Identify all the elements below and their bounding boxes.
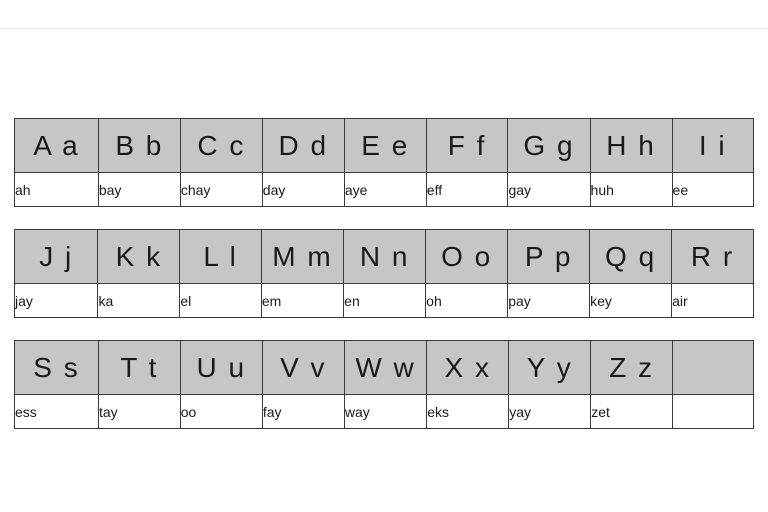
letter-cell-h: H h bbox=[590, 119, 672, 173]
sound-cell-r: air bbox=[672, 284, 754, 318]
letter-cell-w: W w bbox=[344, 341, 426, 395]
sound-row bbox=[15, 395, 754, 429]
sound-cell-z: zet bbox=[591, 395, 673, 429]
sound-cell-empty bbox=[673, 395, 754, 429]
letter-cell-q: Q q bbox=[590, 230, 672, 284]
letter-cell-y: Y y bbox=[509, 341, 591, 395]
letter-cell-z: Z z bbox=[591, 341, 673, 395]
top-divider bbox=[0, 28, 768, 29]
alphabet-chart bbox=[14, 118, 754, 429]
letter-cell-x: X x bbox=[427, 341, 509, 395]
letter-row bbox=[15, 119, 754, 173]
sound-cell-l: el bbox=[180, 284, 262, 318]
sound-cell-h: huh bbox=[590, 173, 672, 207]
letter-cell-j: J j bbox=[15, 230, 98, 284]
sound-cell-c: chay bbox=[180, 173, 262, 207]
letter-cell-k: K k bbox=[98, 230, 180, 284]
sound-cell-m: em bbox=[261, 284, 343, 318]
letter-row bbox=[15, 230, 754, 284]
letter-cell-i: I i bbox=[672, 119, 753, 173]
letter-cell-g: G g bbox=[508, 119, 590, 173]
letter-cell-m: M m bbox=[261, 230, 343, 284]
sound-cell-j: jay bbox=[15, 284, 98, 318]
alphabet-table-row-1 bbox=[14, 118, 754, 207]
letter-cell-o: O o bbox=[426, 230, 508, 284]
sound-row bbox=[15, 173, 754, 207]
letter-row bbox=[15, 341, 754, 395]
letter-cell-e: E e bbox=[344, 119, 426, 173]
sound-cell-i: ee bbox=[672, 173, 753, 207]
letter-cell-t: T t bbox=[98, 341, 180, 395]
letter-cell-v: V v bbox=[262, 341, 344, 395]
alphabet-table-row-3 bbox=[14, 340, 754, 429]
letter-cell-c: C c bbox=[180, 119, 262, 173]
sound-cell-p: pay bbox=[508, 284, 590, 318]
letter-cell-b: B b bbox=[98, 119, 180, 173]
letter-cell-d: D d bbox=[262, 119, 344, 173]
sound-cell-x: eks bbox=[427, 395, 509, 429]
sound-cell-v: fay bbox=[262, 395, 344, 429]
sound-cell-w: way bbox=[344, 395, 426, 429]
sound-row bbox=[15, 284, 754, 318]
letter-cell-n: N n bbox=[344, 230, 426, 284]
sound-cell-b: bay bbox=[98, 173, 180, 207]
sound-cell-u: oo bbox=[180, 395, 262, 429]
letter-cell-l: L l bbox=[180, 230, 262, 284]
sound-cell-t: tay bbox=[98, 395, 180, 429]
sound-cell-d: day bbox=[262, 173, 344, 207]
sound-cell-k: ka bbox=[98, 284, 180, 318]
letter-cell-s: S s bbox=[15, 341, 99, 395]
letter-cell-r: R r bbox=[672, 230, 754, 284]
sound-cell-n: en bbox=[344, 284, 426, 318]
sound-cell-q: key bbox=[590, 284, 672, 318]
sound-cell-s: ess bbox=[15, 395, 99, 429]
letter-cell-a: A a bbox=[15, 119, 99, 173]
sound-cell-y: yay bbox=[509, 395, 591, 429]
letter-cell-f: F f bbox=[426, 119, 508, 173]
sound-cell-o: oh bbox=[426, 284, 508, 318]
sound-cell-e: aye bbox=[344, 173, 426, 207]
alphabet-table-row-2 bbox=[14, 229, 754, 318]
letter-cell-u: U u bbox=[180, 341, 262, 395]
letter-cell-p: P p bbox=[508, 230, 590, 284]
sound-cell-a: ah bbox=[15, 173, 99, 207]
sound-cell-g: gay bbox=[508, 173, 590, 207]
letter-cell-empty bbox=[673, 341, 754, 395]
sound-cell-f: eff bbox=[426, 173, 508, 207]
